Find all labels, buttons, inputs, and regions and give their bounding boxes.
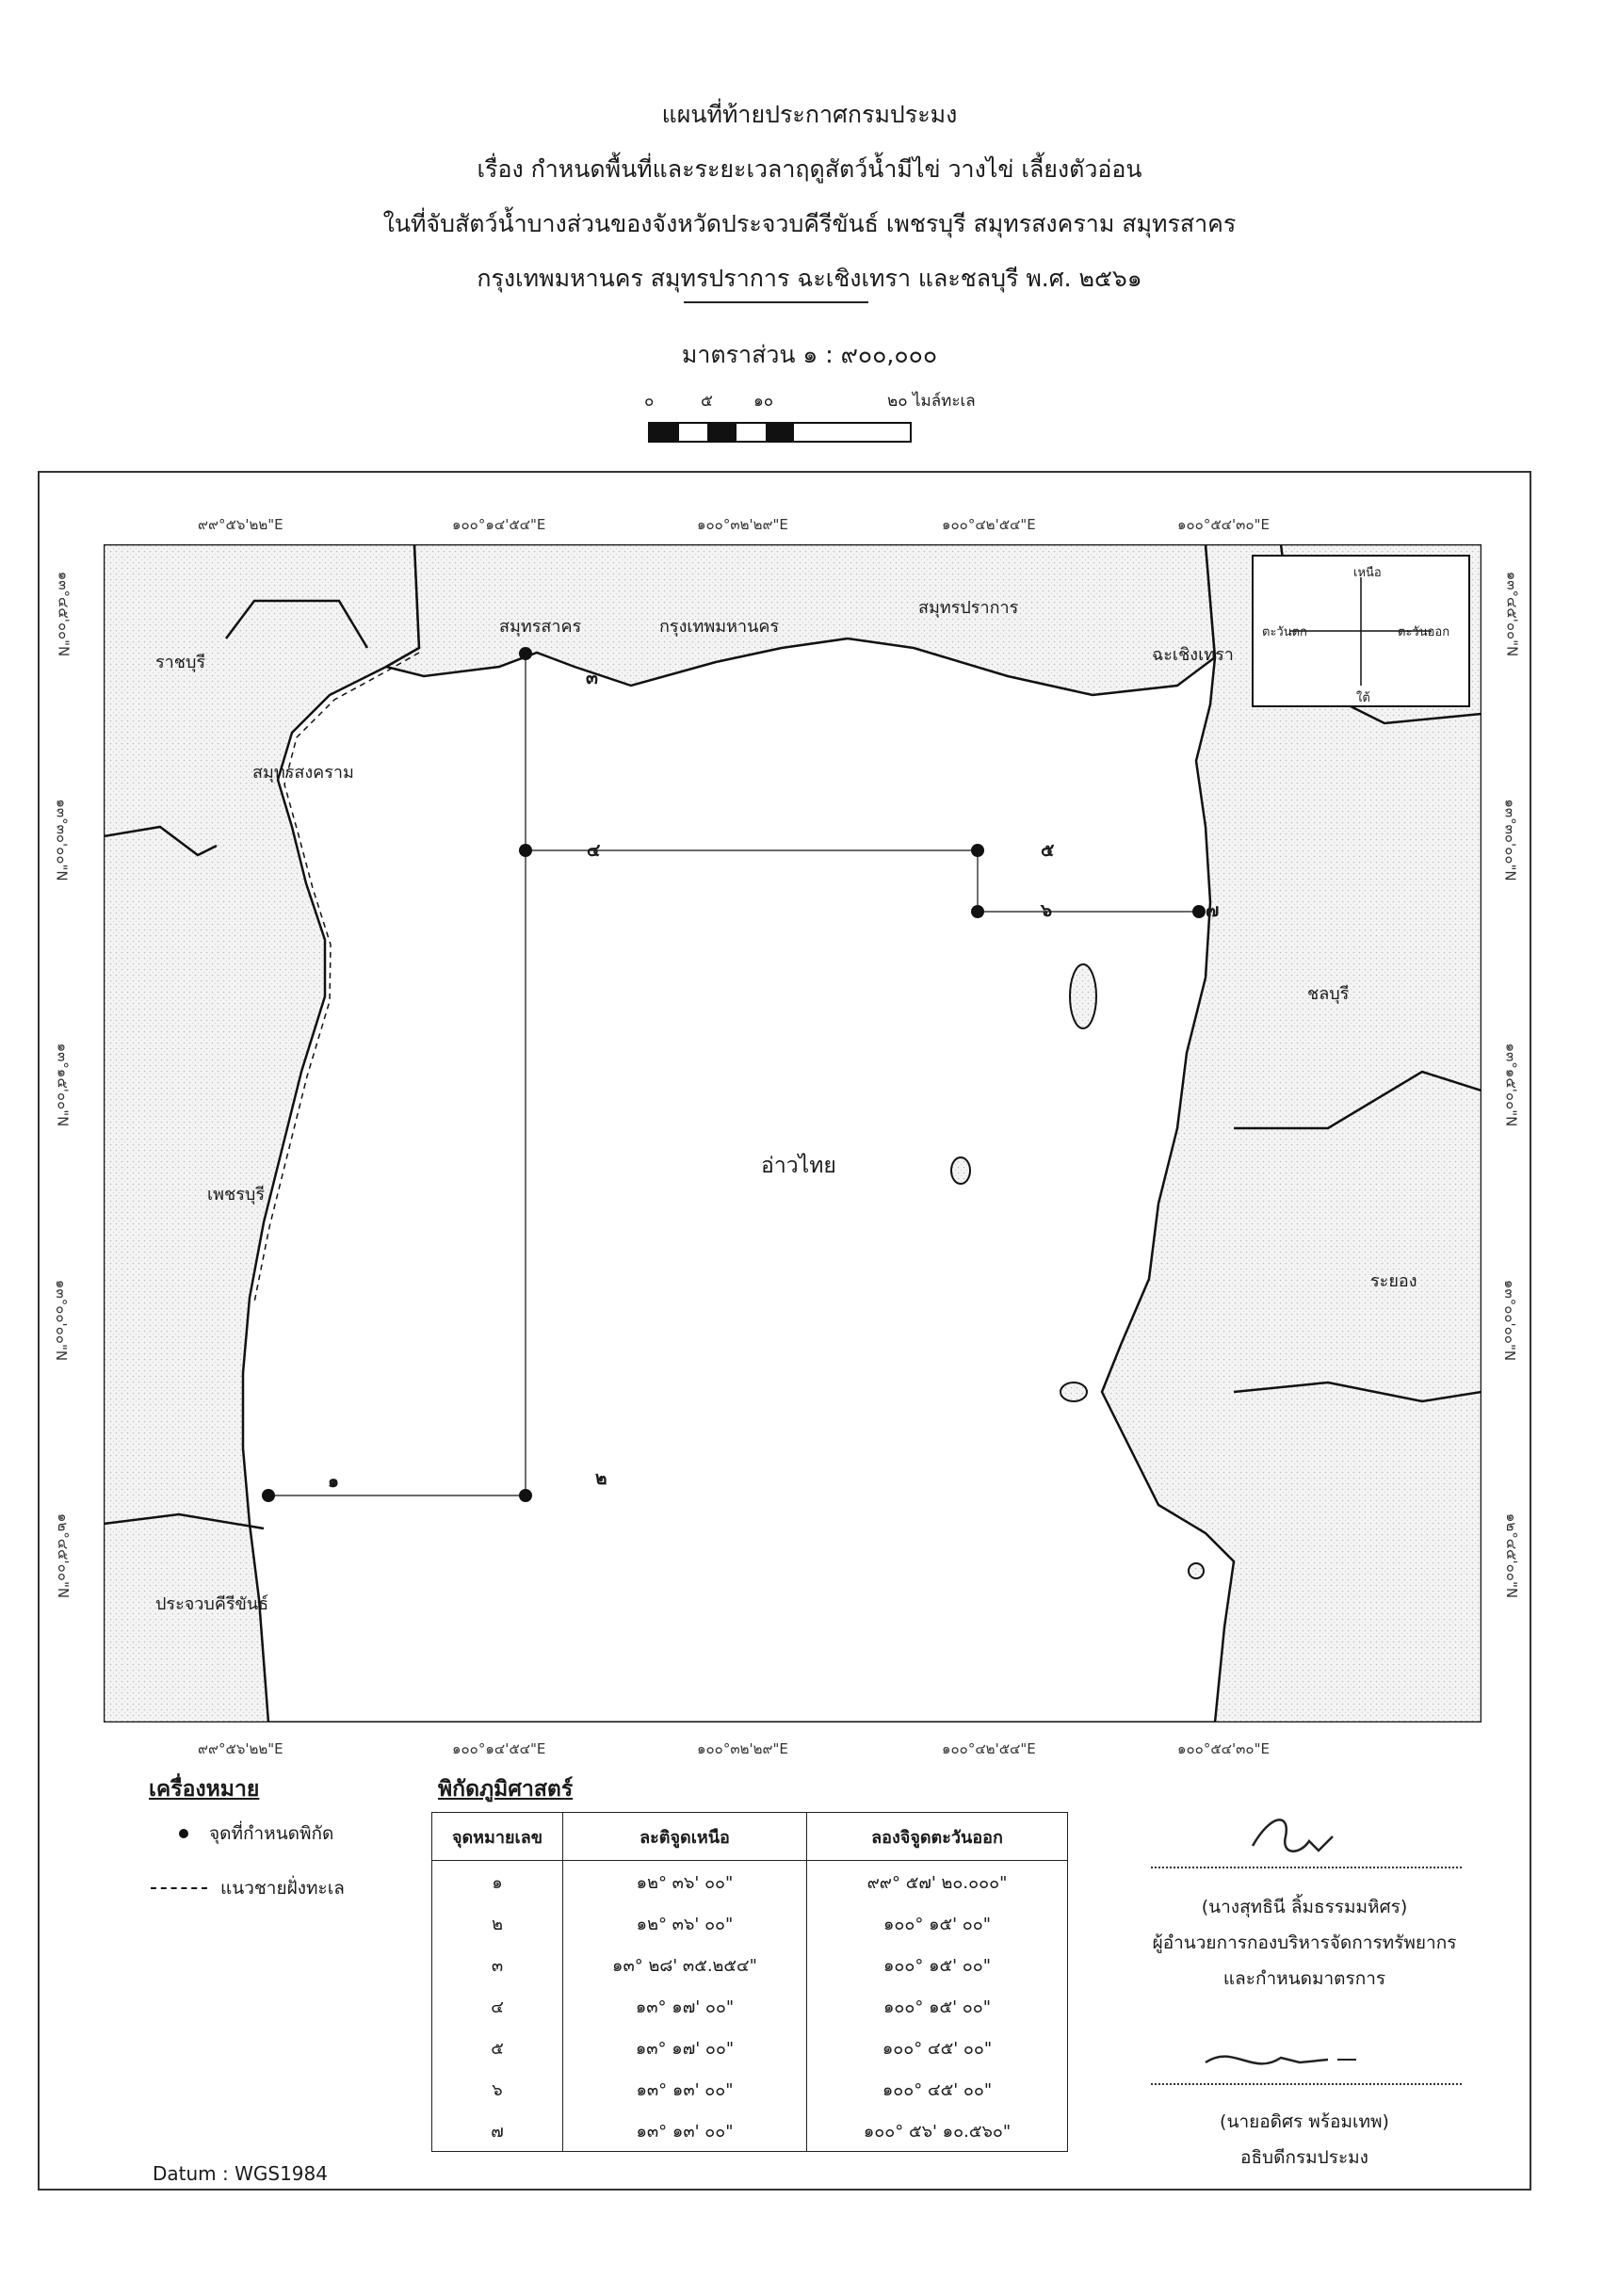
legend-point-label: จุดที่กำหนดพิกัด bbox=[209, 1823, 334, 1844]
label-ratchaburi: ราชบุรี bbox=[155, 653, 206, 672]
point-4 bbox=[519, 844, 532, 857]
header-lat: ละติจูดเหนือ bbox=[563, 1813, 807, 1861]
header-point: จุดหมายเลข bbox=[432, 1813, 563, 1861]
right-tick-2: ๑๓°๓๐'๐๐"N bbox=[1501, 799, 1519, 881]
point-1 bbox=[262, 1489, 275, 1502]
left-tick-5: ๑๒°๔๕'๐๐"N bbox=[55, 1512, 73, 1599]
top-tick-3: ๑๐๐°๓๒'๒๙"E bbox=[697, 516, 788, 533]
legend-coast-label: แนวชายฝั่งทะเล bbox=[220, 1878, 345, 1899]
cell: ๑๓° ๑๓' ๐๐" bbox=[563, 2068, 807, 2110]
cell: ๑๐๐° ๑๕' ๐๐" bbox=[807, 1944, 1068, 1985]
scalebar-label-20: ๒๐ ไมล์ทะเล bbox=[887, 392, 976, 411]
point-label-4: ๔ bbox=[587, 840, 601, 861]
signature-line-2 bbox=[1151, 2083, 1462, 2085]
cell: ๑๓° ๑๓' ๐๐" bbox=[563, 2110, 807, 2152]
scalebar-label-5: ๕ bbox=[701, 392, 713, 411]
signatory-1-title: ผู้อำนวยการกองบริหารจัดการทรัพยากร bbox=[1152, 1932, 1457, 1953]
label-samut-sakhon: สมุทรสาคร bbox=[499, 617, 582, 637]
coords-table bbox=[431, 1812, 1068, 2152]
label-samut-songkhram: สมุทรสงคราม bbox=[252, 763, 354, 783]
scale-ratio: มาตราส่วน ๑ : ๙๐๐,๐๐๐ bbox=[681, 341, 938, 368]
signatory-1-name: (นางสุทธินี ลิ้มธรรมมหิศร) bbox=[1201, 1897, 1408, 1917]
header-lon: ลองจิจูดตะวันออก bbox=[807, 1813, 1068, 1861]
signature-line-1 bbox=[1151, 1867, 1462, 1868]
right-tick-4: ๑๓°๐๐'๐๐"N bbox=[1501, 1279, 1519, 1362]
cell: ๖ bbox=[432, 2068, 563, 2110]
point-7 bbox=[1192, 905, 1206, 918]
label-gulf-of-thailand: อ่าวไทย bbox=[761, 1154, 836, 1178]
bottom-tick-4: ๑๐๐°๔๒'๕๔"E bbox=[942, 1740, 1036, 1757]
bottom-tick-1: ๙๙°๕๖'๒๒"E bbox=[198, 1740, 283, 1757]
island-3 bbox=[1060, 1382, 1087, 1401]
point-5 bbox=[971, 844, 984, 857]
signature-1-icon bbox=[1243, 1808, 1356, 1865]
left-tick-3: ๑๓°๑๕'๐๐"N bbox=[54, 1043, 72, 1127]
point-3 bbox=[519, 647, 532, 660]
legend-dot-icon bbox=[179, 1829, 188, 1838]
scalebar-label-10: ๑๐ bbox=[753, 392, 774, 411]
point-label-3: ๓ bbox=[586, 668, 598, 688]
table-header-row bbox=[432, 1813, 1068, 1861]
point-2 bbox=[519, 1489, 532, 1502]
table-row bbox=[432, 1902, 1068, 1944]
compass-north: เหนือ bbox=[1353, 566, 1382, 580]
compass-south: ใต้ bbox=[1356, 691, 1370, 705]
point-label-1: ๑ bbox=[328, 1471, 340, 1492]
cell: ๒ bbox=[432, 1902, 563, 1944]
cell: ๑๓° ๑๗' ๐๐" bbox=[563, 1985, 807, 2027]
table-row bbox=[432, 1985, 1068, 2027]
label-prachuap: ประจวบคีรีขันธ์ bbox=[155, 1594, 269, 1614]
legend-dash-icon bbox=[151, 1887, 207, 1889]
point-label-5: ๕ bbox=[1041, 840, 1055, 861]
top-tick-1: ๙๙°๕๖'๒๒"E bbox=[198, 516, 283, 533]
table-row bbox=[432, 2027, 1068, 2068]
legend-point bbox=[151, 1819, 333, 1848]
cell: ๑๓° ๑๗' ๐๐" bbox=[563, 2027, 807, 2068]
table-row bbox=[432, 2110, 1068, 2152]
table-row bbox=[432, 1861, 1068, 1903]
cell: ๑๒° ๓๖' ๐๐" bbox=[563, 1861, 807, 1903]
left-tick-2: ๑๓°๓๐'๐๐"N bbox=[53, 799, 71, 881]
map-canvas bbox=[104, 544, 1481, 1722]
cell: ๑๐๐° ๔๕' ๐๐" bbox=[807, 2068, 1068, 2110]
signature-2-icon bbox=[1196, 2039, 1366, 2086]
cell: ๑๓° ๒๘' ๓๕.๒๕๔" bbox=[563, 1944, 807, 1985]
datum-label: Datum : WGS1984 bbox=[153, 2162, 328, 2185]
coords-title: พิกัดภูมิศาสตร์ bbox=[438, 1777, 574, 1802]
scalebar-label-0: ๐ bbox=[644, 392, 655, 411]
scalebar bbox=[648, 422, 912, 443]
table-row bbox=[432, 2068, 1068, 2110]
cell: ๑๐๐° ๔๕' ๐๐" bbox=[807, 2027, 1068, 2068]
map-title: แผนที่ท้ายประกาศกรมประมง bbox=[661, 101, 958, 128]
cell: ๑๒° ๓๖' ๐๐" bbox=[563, 1902, 807, 1944]
point-6 bbox=[971, 905, 984, 918]
bottom-tick-5: ๑๐๐°๕๔'๓๐"E bbox=[1177, 1740, 1270, 1757]
point-label-7: ๗ bbox=[1206, 900, 1220, 921]
left-tick-4: ๑๓°๐๐'๐๐"N bbox=[53, 1279, 71, 1362]
cell: ๗ bbox=[432, 2110, 563, 2152]
cell: ๑๐๐° ๑๕' ๐๐" bbox=[807, 1902, 1068, 1944]
signatory-1-title-2: และกำหนดมาตรการ bbox=[1222, 1968, 1386, 1989]
top-tick-2: ๑๐๐°๑๔'๕๔"E bbox=[452, 516, 546, 533]
cell: ๑๐๐° ๕๖' ๑๐.๕๖๐" bbox=[807, 2110, 1068, 2152]
title-divider bbox=[684, 301, 868, 303]
cell: ๔ bbox=[432, 1985, 563, 2027]
island-4 bbox=[1189, 1563, 1204, 1578]
top-tick-5: ๑๐๐°๕๔'๓๐"E bbox=[1177, 516, 1270, 533]
top-tick-4: ๑๐๐°๔๒'๕๔"E bbox=[942, 516, 1036, 533]
island-2 bbox=[951, 1157, 970, 1184]
bottom-tick-2: ๑๐๐°๑๔'๕๔"E bbox=[452, 1740, 546, 1757]
label-chonburi: ชลบุรี bbox=[1307, 984, 1350, 1004]
map-subject-line3: ในที่จับสัตว์น้ำบางส่วนของจังหวัดประจวบคีรีขันธ์ เพชรบุรี สมุทรสงคราม สมุทรสาคร bbox=[382, 210, 1237, 237]
label-phetchaburi: เพชรบุรี bbox=[207, 1185, 265, 1205]
compass-east: ตะวันออก bbox=[1398, 625, 1450, 639]
bottom-tick-3: ๑๐๐°๓๒'๒๙"E bbox=[697, 1740, 788, 1757]
right-tick-5: ๑๒°๔๕'๐๐"N bbox=[1503, 1512, 1521, 1599]
label-samut-prakan: สมุทรปราการ bbox=[918, 598, 1019, 618]
right-tick-3: ๑๓°๑๕'๐๐"N bbox=[1502, 1043, 1520, 1127]
cell: ๙๙° ๕๗' ๒๐.๐๐๐" bbox=[807, 1861, 1068, 1903]
right-tick-1: ๑๓°๔๕'๐๐"N bbox=[1503, 571, 1521, 657]
left-tick-1: ๑๓°๔๕'๐๐"N bbox=[55, 571, 73, 657]
label-chachoengsao: ฉะเชิงเทรา bbox=[1152, 645, 1234, 665]
cell: ๑๐๐° ๑๕' ๐๐" bbox=[807, 1985, 1068, 2027]
cell: ๕ bbox=[432, 2027, 563, 2068]
label-rayong: ระยอง bbox=[1370, 1271, 1417, 1291]
label-bangkok: กรุงเทพมหานคร bbox=[659, 617, 780, 637]
signatory-2-name: (นายอดิศร พร้อมเทพ) bbox=[1220, 2111, 1389, 2132]
island-1 bbox=[1070, 964, 1096, 1028]
cell: ๑ bbox=[432, 1861, 563, 1903]
legend-coast bbox=[151, 1874, 345, 1902]
point-label-6: ๖ bbox=[1041, 900, 1053, 921]
cell: ๓ bbox=[432, 1944, 563, 1985]
map-subject-line4: กรุงเทพมหานคร สมุทรปราการ ฉะเชิงเทรา และชลบุรี พ.ศ. ๒๕๖๑ bbox=[477, 265, 1142, 292]
compass-west: ตะวันตก bbox=[1262, 625, 1307, 639]
signatory-2-title: อธิบดีกรมประมง bbox=[1240, 2147, 1368, 2168]
map-subject: เรื่อง กำหนดพื้นที่และระยะเวลาฤดูสัตว์น้ำมีไข่ วางไข่ เลี้ยงตัวอ่อน bbox=[477, 155, 1142, 183]
table-row bbox=[432, 1944, 1068, 1985]
point-label-2: ๒ bbox=[595, 1468, 607, 1489]
legend-title: เครื่องหมาย bbox=[149, 1777, 260, 1802]
